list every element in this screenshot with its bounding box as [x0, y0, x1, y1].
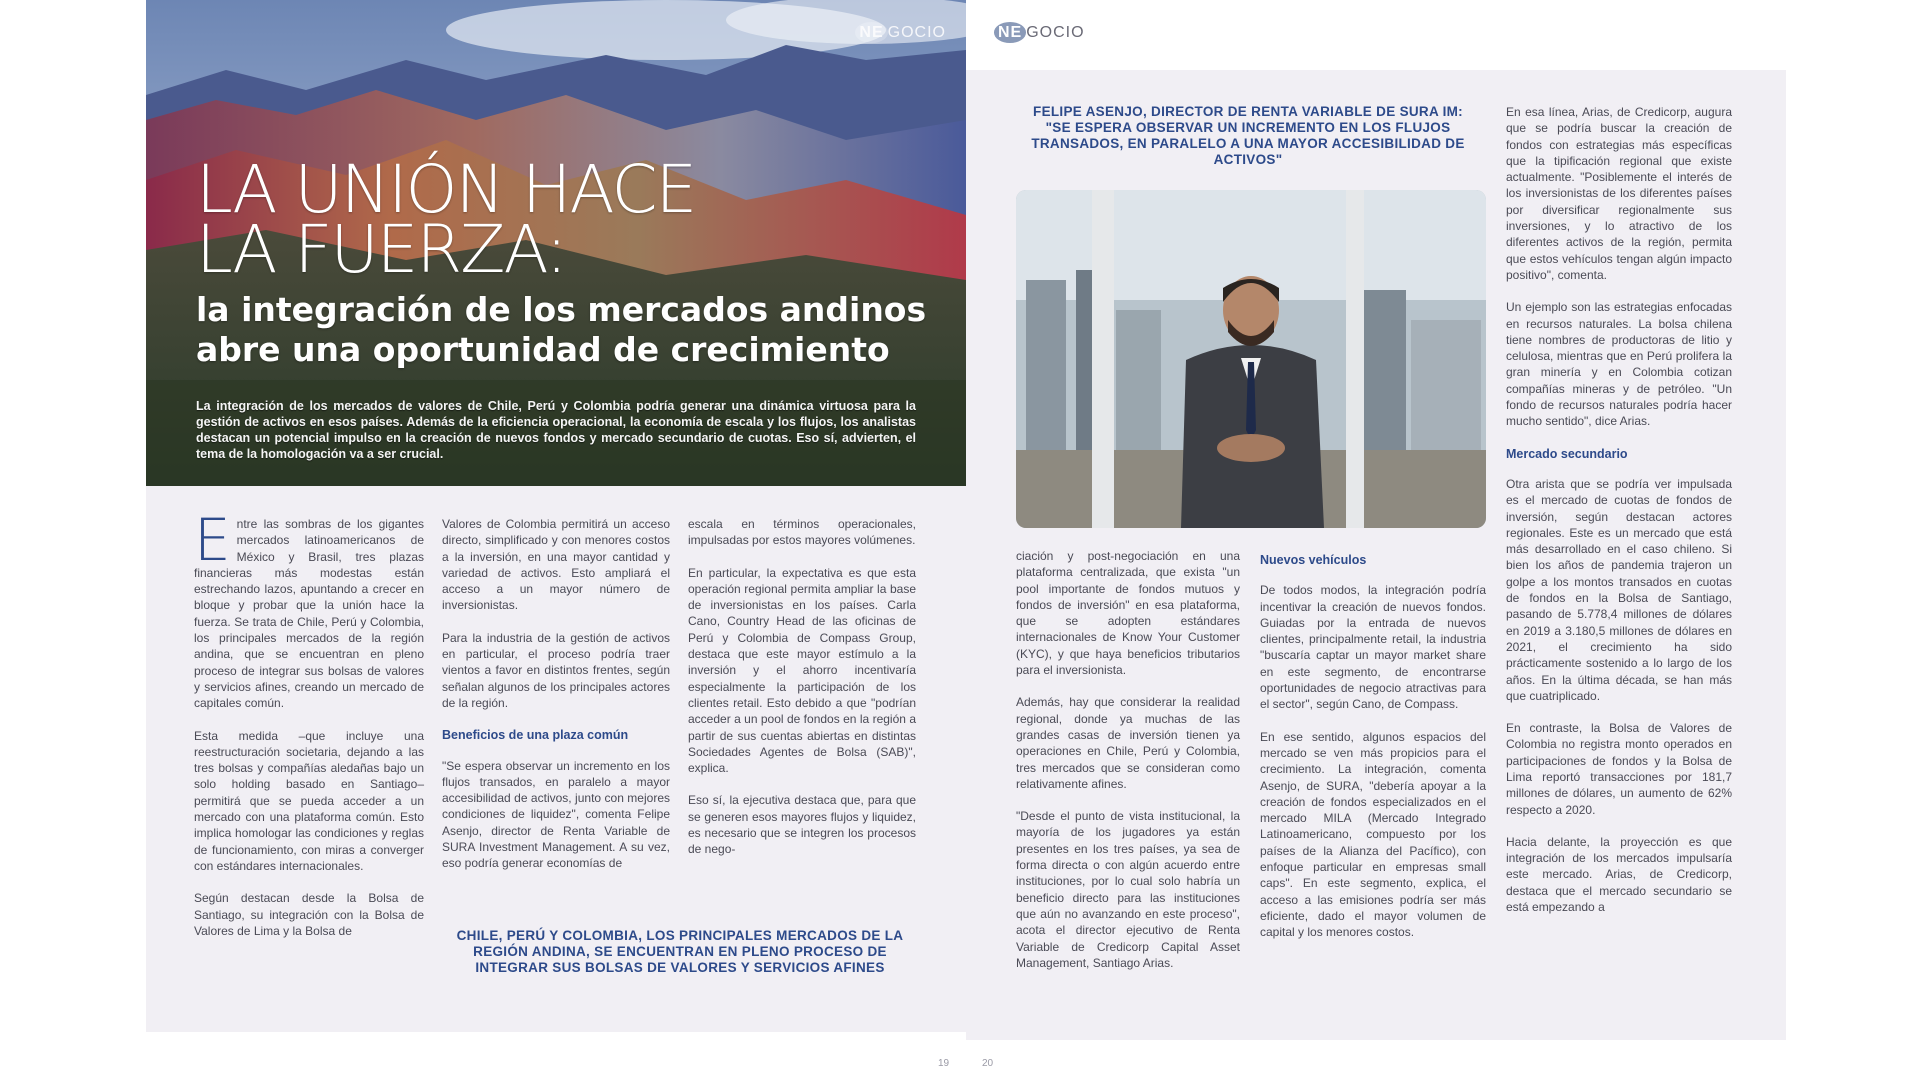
paragraph: ciación y post-negociación en una plataforma centralizada, que exista "un pool importante de fondos mutuos y fondos de inversión" en esa plataforma, que se adopten estándares internacionales de Know Your Customer (KYC), y que haya beneficios tributarios para el inversionista. [1016, 549, 1240, 678]
hero-image [146, 0, 966, 486]
article-title: LA UNIÓN HACE LA FUERZA: [196, 151, 696, 288]
portrait-photo [1016, 190, 1486, 528]
paragraph: "Se espera observar un incremento en los flujos transados, en paralelo a mayor accesibilidad de activos, junto con mejores condiciones de liquidez", comenta Felipe Asenjo, director de Renta Variable de SURA Investment Management. A su vez, eso podría generar economías de [442, 758, 670, 871]
businessman-photo [1016, 190, 1486, 528]
paragraph: Hacia delante, la proyección es que integración de los mercados impulsaría este mercado. Arias, de Credicorp, destaca que el mercado secundario se está empezando a [1506, 834, 1732, 915]
section-heading: Nuevos vehículos [1260, 553, 1367, 567]
article-deck: La integración de los mercados de valores de Chile, Perú y Colombia podría generar una dinámica virtuosa para la gestión de activos en esos países. Además de la eficiencia operacional, la economía de escala y los flujos, los analistas destacan un potencial impulso en la creación de nuevos fondos y mercado secundario de cuotas. Eso sí, advierten, el tema de la homologación va a ser crucial. [196, 399, 916, 461]
brand-initial: NE [855, 22, 887, 43]
right-column-1 [1016, 548, 1240, 987]
drop-cap: E [194, 506, 231, 574]
paragraph: ntre las sombras de los gigantes mercados latinoamericanos de México y Brasil, tres plazas financieras más modestas están estrechando lazos, apuntando a crecer en bloque y probar que la unión hace la fuerza. Se trata de Chile, Perú y Colombia, los principales mercados de la región andina, que se encuentran en pleno proceso de integrar sus bolsas de valores y servicios afines, creando un mercado de capitales común. [194, 517, 424, 711]
paragraph: Para la industria de la gestión de activos en particular, el proceso podría traer vientos a favor en distintos frentes, según señalan algunos de los principales actores de la región. [442, 630, 670, 710]
paragraph: En particular, la expectativa es que esta operación regional permita ampliar la base de inversionistas en los países. Carla Cano, Country Head de las oficinas de Perú y Colombia de Compass Group, destaca que este mayor estímulo a la inversión y el ahorro incentivaría especialmente la participación de los clientes retail. Esto debido a que "podrían acceder a un pool de fondos en la región a partir de sus cuentas abiertas en distintas Sociedades Agentes de Bolsa (SAB)", explica. [688, 565, 916, 776]
paragraph: Esta medida –que incluye una reestructuración societaria, dejando a las tres bolsas y compañías aledañas bajo un solo holding basado en Santiago– permitirá que se pueda acceder a un mercado con una plataforma común. Esto implica homologar las condiciones y reglas de funcionamiento, con miras a converger con estándares internacionales. [194, 728, 424, 873]
paragraph: escala en términos operacionales, impulsadas por estos mayores volúmenes. [688, 517, 916, 548]
brand-rest: GOCIO [1026, 24, 1085, 41]
paragraph: Un ejemplo son las estrategias enfocadas en recursos naturales. La bolsa chilena tiene nombres de productoras de litio y celulosa, mientras que en Perú prolifera la gran minería y en Colombia cotizan compañías mineras y de petróleo. "Un fondo de recursos naturales podría hacer mucho sentido", dice Arias. [1506, 300, 1732, 429]
paragraph: En ese sentido, algunos espacios del mercado se ven más propicios para el crecimiento. La integración, comenta Asenjo, de SURA, "debería apoyar a la creación de fondos especializados en el mercado MILA (Mercado Integrado Latinoamericano, compuesto por los países de la Alianza del Pacífico), con enfoque particular en empresas small caps". En este segmento, explica, el acceso a las emisiones podría ser más eficiente, dado el mayor volumen de capital y los menores costos. [1260, 729, 1486, 940]
paragraph: De todos modos, la integración podría incentivar la creación de nuevos fondos. Guiadas por la entrada de nuevos clientes, principalmente retail, la industria "buscaría captar un mayor market share en este segmento, de encontrarse oportunidades de negocio atractivas para el sector", según Cano, de Compass. [1260, 583, 1486, 712]
paragraph: Además, hay que considerar la realidad regional, donde ya muchas de las grandes casas de inversión tienen ya operaciones en Chile, Perú y Colombia, tres mercados que se consideran como relativamente afines. [1016, 695, 1240, 791]
paragraph: Otra arista que se podría ver impulsada es el mercado de cuotas de fondos de inversión, según destacan actores regionales. Este es un mercado que está más desarrollado en el caso chileno. Si bien los años de pandemia trajeron un golpe a los montos transados en cuotas de fondos en la Bolsa de Santiago, pasando de 5.778,4 millones de dólares en 2019 a 3.180,5 millones de dólares en 2021, el crecimiento ha sido prácticamente sostenido a lo largo de los años. En la última década, se han más que cuatriplicado. [1506, 476, 1732, 703]
brand-initial: NE [994, 22, 1026, 43]
brand-logo [855, 24, 946, 42]
left-column-2 [442, 516, 670, 888]
paragraph: Valores de Colombia permitirá un acceso directo, simplificado y con menores costos a la inversión, en una mayor cantidad y variedad de activos. Esto ampliará el acceso a un mayor número de inversionistas. [442, 517, 670, 613]
brand-rest: GOCIO [887, 24, 946, 41]
page-number-right: 20 [982, 1058, 994, 1069]
paragraph: Eso sí, la ejecutiva destaca que, para que se generen esos mayores flujos y liquidez, es necesario que se integren los procesos de nego- [688, 793, 916, 857]
paragraph: En contraste, la Bolsa de Valores de Colombia no registra monto operados en participaciones de fondos y la Bolsa de Lima reportó transacciones por 181,7 millones de dólares, un aumento de 62% respecto a 2020. [1506, 721, 1732, 817]
pull-quote: CHILE, PERÚ Y COLOMBIA, LOS PRINCIPALES MERCADOS DE LA REGIÓN ANDINA, SE ENCUENTRAN EN PLENO PROCESO DE INTEGRAR SUS BOLSAS DE VALORES Y SERVICIOS AFINES [456, 928, 904, 975]
pull-quote: FELIPE ASENJO, DIRECTOR DE RENTA VARIABLE DE SURA IM: "SE ESPERA OBSERVAR UN INCREMENTO EN LOS FLUJOS TRANSADOS, EN PARALELO A UNA MAYOR ACCESIBILIDAD DE ACTIVOS" [1031, 104, 1465, 167]
paragraph: Según destacan desde la Bolsa de Santiago, su integración con la Bolsa de Valores de Lima y la Bolsa de [194, 891, 424, 938]
left-column-1 [194, 506, 424, 955]
right-page [966, 0, 1786, 1040]
right-column-3 [1506, 104, 1732, 931]
left-column-3 [688, 516, 916, 874]
left-page [146, 0, 966, 1032]
article-subtitle: la integración de los mercados andinos abre una oportunidad de crecimiento [196, 290, 927, 369]
page-number-left: 19 [938, 1058, 950, 1069]
paragraph: En esa línea, Arias, de Credicorp, augura que se podría buscar la creación de fondos con estrategias más específicas que la tipificación regional que existe actualmente. "Posiblemente el interés de los inversionistas de los diferentes países por diversificar regionalmente sus inversiones, y lo atractivo de los diferentes activos de la región, permita que estos vehículos tengan algún impacto positivo", comenta. [1506, 105, 1732, 282]
brand-logo [994, 24, 1085, 42]
section-heading: Beneficios de una plaza común [442, 728, 629, 743]
section-heading: Mercado secundario [1506, 446, 1628, 461]
paragraph: "Desde el punto de vista institucional, la mayoría de los jugadores ya están presentes en los tres países, ya sea de forma directa o con algún acuerdo entre instituciones, por lo cual solo habría un beneficio directo para las instituciones que aún no avanzando en este proceso", acota el director ejecutivo de Renta Variable de Credicorp Capital Asset Management, Santiago Arias. [1016, 809, 1240, 970]
right-column-2 [1260, 548, 1486, 957]
